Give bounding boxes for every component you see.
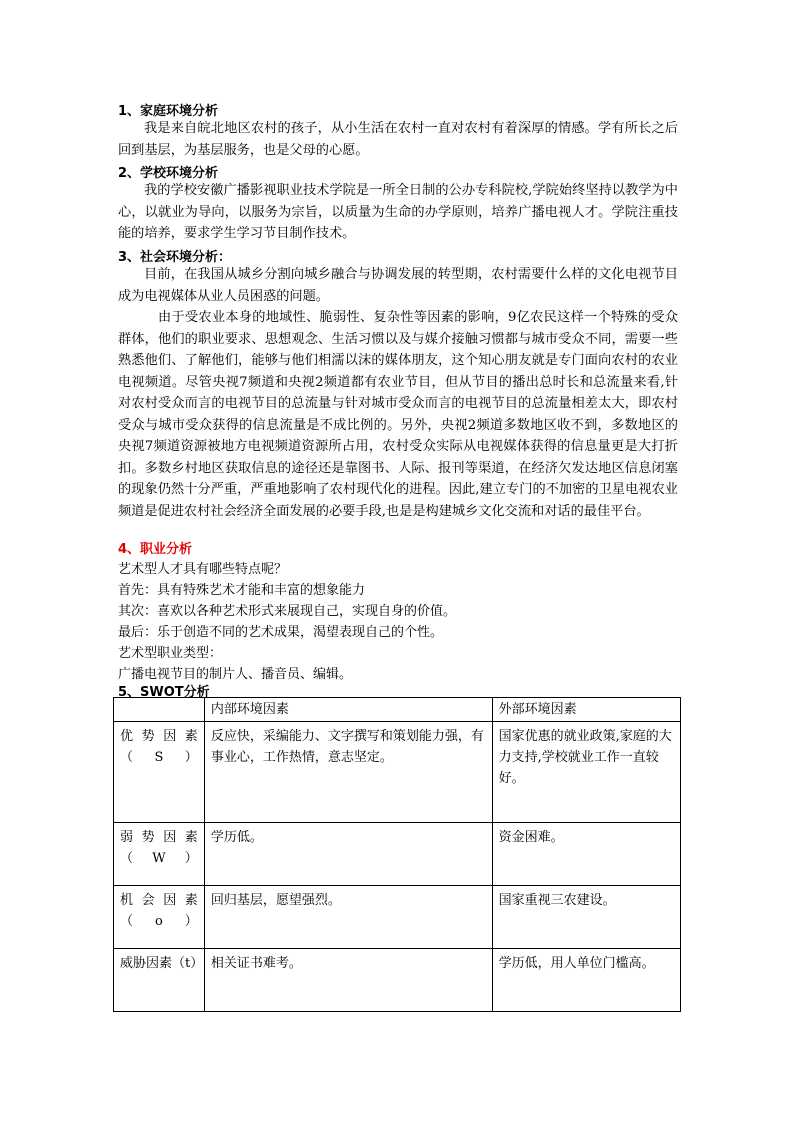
school-heading: 2、学校环境分析	[118, 166, 219, 181]
society-text-2: 由于受农业本身的地域性、脆弱性、复杂性等因素的影响，9亿农民这样一个特殊的受众群体，他们的职业要求、思想观念、生活习惯以及与媒介接触习惯都与城市受众不同，需要一些熟悉他们、了解他们，能够与他们相濡以沫的媒体朋友，这个知心朋友就是专门面向农村的农业电视频道。尽管央视7频道和央视2频道都有农业节目，但从节目的播出总时长和总流量来看,针对农村受众而言的电视节目的总流量与针对城市受众而言的电视节目的总流量相差太大，即农村受众与城市受众获得的信息流量是不成比例的。另外，央视2频道多数地区收不到，多数地区的央视7频道资源被地方电视频道资源所占用，农村受众实际从电视媒体获得的信息量更是大打折扣。多数乡村地区获取信息的途径还是靠图书、人际、报刊等渠道，在经济欠发达地区信息闭塞的现象仍然十分严重，严重地影响了农村现代化的进程。因此,建立专门的不加密的卫星电视农业频道是促进农村社会经济全面发展的必要手段,也是是构建城乡文化交流和对话的最佳平台。	[118, 310, 679, 519]
swot-external-cell: 资金困难。	[492, 823, 680, 886]
swot-internal-cell: 回归基层，愿望强烈。	[204, 886, 492, 949]
society-text-1: 目前，在我国从城乡分割向城乡融合与协调发展的转型期，农村需要什么样的文化电视节目成为电视媒体从业人员困惑的问题。	[118, 267, 678, 304]
swot-heading: 5、SWOT分析	[118, 685, 210, 700]
school-paragraph	[118, 180, 678, 245]
swot-row-opportunities	[114, 886, 681, 949]
swot-external-cell: 国家优惠的就业政策,家庭的大力支持,学校就业工作一直较好。	[492, 722, 680, 823]
swot-header-internal: 内部环境因素	[204, 698, 492, 722]
swot-row-strengths	[114, 722, 681, 823]
family-paragraph	[118, 118, 678, 161]
society-heading: 3、社会环境分析：	[118, 250, 232, 265]
school-text: 我的学校安徽广播影视职业技术学院是一所全日制的公办专科院校,学院始终坚持以教学为中心，以就业为导向，以服务为宗旨，以质量为生命的办学原则，培养广播电视人才。学院注重技能的培养，要求学生学习节目制作技术。	[118, 183, 678, 241]
career-line: 首先：具有特殊艺术才能和丰富的想象能力	[118, 583, 366, 598]
career-heading: 4、职业分析	[118, 542, 193, 557]
swot-row-weaknesses	[114, 823, 681, 886]
swot-external-cell: 国家重视三农建设。	[492, 886, 680, 949]
swot-internal-cell: 学历低。	[204, 823, 492, 886]
family-heading: 1、家庭环境分析	[118, 104, 219, 119]
swot-table	[113, 697, 681, 1012]
career-line: 广播电视节目的制片人、播音员、编辑。	[118, 667, 353, 682]
swot-row-label: 优势因素（S）	[114, 722, 205, 823]
swot-internal-cell: 相关证书难考。	[204, 949, 492, 1012]
swot-row-label: 威胁因素（t）	[114, 949, 205, 1012]
swot-header-blank	[114, 698, 205, 722]
swot-header-external: 外部环境因素	[492, 698, 680, 722]
career-line: 其次：喜欢以各种艺术形式来展现自己，实现自身的价值。	[118, 604, 457, 619]
swot-row-label: 弱势因素（W）	[114, 823, 205, 886]
swot-header-row	[114, 698, 681, 722]
career-line: 最后：乐于创造不同的艺术成果，渴望表现自己的个性。	[118, 625, 444, 640]
career-line: 艺术型人才具有哪些特点呢？	[118, 562, 288, 577]
swot-row-label: 机会因素（o）	[114, 886, 205, 949]
swot-external-cell: 学历低，用人单位门槛高。	[492, 949, 680, 1012]
career-line: 艺术型职业类型：	[118, 646, 223, 661]
family-text: 我是来自皖北地区农村的孩子，从小生活在农村一直对农村有着深厚的情感。学有所长之后回到基层，为基层服务，也是父母的心愿。	[118, 121, 678, 158]
society-paragraphs	[118, 264, 678, 522]
swot-row-threats	[114, 949, 681, 1012]
swot-internal-cell: 反应快，采编能力、文字撰写和策划能力强，有事业心，工作热情，意志坚定。	[204, 722, 492, 823]
